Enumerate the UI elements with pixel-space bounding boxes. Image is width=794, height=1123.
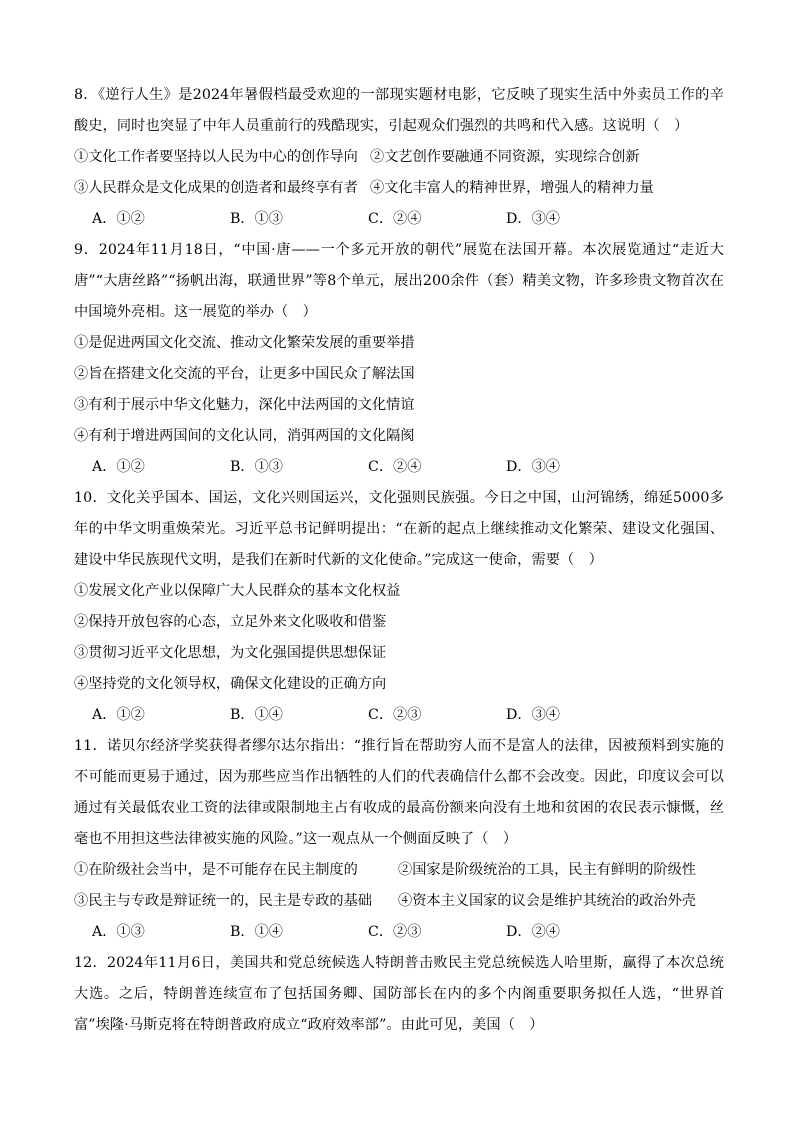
choice-a: A．①②	[92, 459, 145, 475]
question-10	[74, 483, 724, 731]
question-12-text: 2024年11月6日，美国共和党总统候选人特朗普击败民主党总统候选人哈里斯，赢得了本次总统大选。之后，特朗普连续宣布了包括国务卿、国防部长在内的多个内阁重要职务拟任人选，“世界首富”埃隆·马斯克将在特朗普政府成立“政府效率部”。由此可见，美国（ ）	[74, 955, 724, 1033]
statement-3: ③人民群众是文化成果的创造者和最终享有者	[74, 180, 358, 196]
statement-1: ①是促进两国文化交流、推动文化繁荣发展的重要举措	[74, 335, 415, 351]
choice-c: C．②③	[368, 707, 422, 723]
choice-c: C．②④	[368, 211, 422, 227]
choice-c: C．②③	[368, 924, 422, 940]
statement-3: ③民主与专政是辩证统一的，民主是专政的基础	[74, 893, 372, 909]
question-8	[74, 80, 724, 235]
question-10-choices	[74, 700, 724, 731]
question-8-text: 《逆行人生》是2024年暑假档最受欢迎的一部现实题材电影，它反映了现实生活中外卖员工作的辛酸史，同时也突显了中年人员重前行的残酷现实，引起观众们强烈的共鸣和代入感。这说明（ ）	[74, 87, 724, 134]
question-11-statements-row-1	[74, 855, 724, 886]
statement-2: ②保持开放包容的心态，立足外来文化吸收和借鉴	[74, 614, 387, 630]
statement-1: ①在阶级社会当中，是不可能存在民主制度的	[74, 862, 358, 878]
statement-2: ②旨在搭建文化交流的平台，让更多中国民众了解法国	[74, 366, 415, 382]
statement-2: ②国家是阶级统治的工具，民主有鲜明的阶级性	[398, 862, 696, 878]
question-8-statements-row-1	[74, 142, 724, 173]
question-11-choices	[74, 917, 724, 948]
question-11-text: 诺贝尔经济学奖获得者缪尔达尔指出：“推行旨在帮助穷人而不是富人的法律，因被预料到实施的不可能而更易于通过，因为那些应当作出牺牲的人们的代表确信什么都不会改变。因此，印度议会可以通过有关最低农业工资的法律或限制地主占有收成的最高份额来向没有土地和贫困的农民表示慷慨，丝毫也不用担这些法律被实施的风险。”这一观点从一个侧面反映了（ ）	[74, 738, 724, 847]
question-9-choices	[74, 452, 724, 483]
statement-4: ④坚持党的文化领导权，确保文化建设的正确方向	[74, 676, 387, 692]
question-11-number: 11．	[74, 738, 107, 754]
choice-c: C．②④	[368, 459, 422, 475]
choice-b: B．①③	[230, 211, 283, 227]
question-list	[74, 80, 724, 1041]
question-10-number: 10．	[74, 490, 107, 506]
statement-4: ④有利于增进两国间的文化认同，消弭两国的文化隔阂	[74, 428, 415, 444]
question-9-text: 2024年11月18日，“中国·唐——一个多元开放的朝代”展览在法国开幕。本次展览通过“走近大唐”“大唐丝路”“扬帆出海，联通世界”等8个单元，展出200余件（套）精美文物，许多珍贵文物首次在中国境外亮相。这一展览的举办（ ）	[74, 242, 724, 320]
statement-4: ④文化丰富人的精神世界，增强人的精神力量	[370, 180, 654, 196]
question-11-stem	[74, 731, 724, 855]
question-12-number: 12．	[74, 955, 108, 971]
choice-a: A．①②	[92, 211, 145, 227]
choice-d: D．③④	[506, 211, 560, 227]
question-9-number: 9．	[74, 242, 99, 258]
choice-d: D．③④	[506, 459, 560, 475]
choice-b: B．①④	[230, 924, 283, 940]
choice-b: B．①③	[230, 459, 283, 475]
choice-a: A．①②	[92, 707, 145, 723]
question-8-statements-row-2	[74, 173, 724, 204]
question-9-stem	[74, 235, 724, 328]
choice-a: A．①③	[92, 924, 145, 940]
question-11	[74, 731, 724, 948]
question-8-number: 8．	[74, 87, 98, 103]
statement-2: ②文艺创作要融通不同资源，实现综合创新	[370, 149, 640, 165]
question-12	[74, 948, 724, 1041]
statement-1: ①文化工作者要坚持以人民为中心的创作导向	[74, 149, 358, 165]
question-8-choices	[74, 204, 724, 235]
statement-4: ④资本主义国家的议会是维护其统治的政治外壳	[398, 893, 696, 909]
choice-d: D．③④	[506, 707, 560, 723]
statement-3: ③贯彻习近平文化思想，为文化强国提供思想保证	[74, 645, 387, 661]
question-10-text: 文化关乎国本、国运，文化兴则国运兴，文化强则民族强。今日之中国，山河锦绣，绵延5000多年的中华文明重焕荣光。习近平总书记鲜明提出：“在新的起点上继续推动文化繁荣、建设文化强国、建设中华民族现代文明，是我们在新时代新的文化使命。”完成这一使命，需要（ ）	[74, 490, 724, 568]
question-12-stem	[74, 948, 724, 1041]
question-9	[74, 235, 724, 483]
statement-1: ①发展文化产业以保障广大人民群众的基本文化权益	[74, 583, 401, 599]
choice-b: B．①④	[230, 707, 283, 723]
choice-d: D．②④	[506, 924, 560, 940]
question-8-stem	[74, 80, 724, 142]
question-10-stem	[74, 483, 724, 576]
question-11-statements-row-2	[74, 886, 724, 917]
statement-3: ③有利于展示中华文化魅力，深化中法两国的文化情谊	[74, 397, 415, 413]
